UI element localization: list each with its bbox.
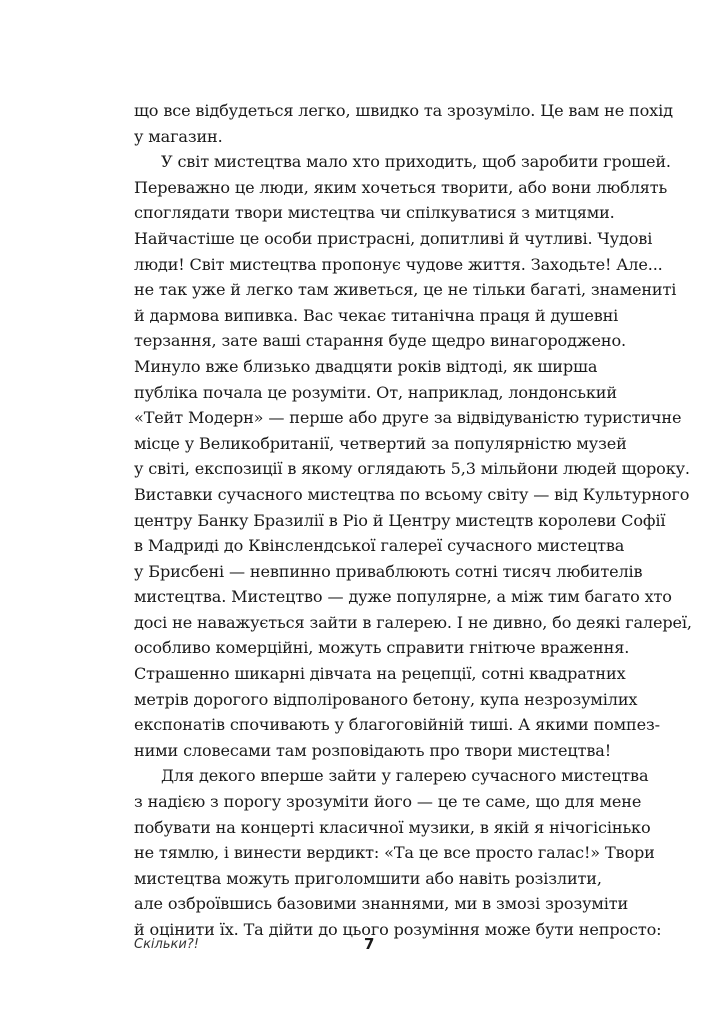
text-line: не так уже й легко там живеться, це не тільки багаті, знамениті [134,280,677,300]
text-line: у Брисбені — невпинно приваблюють сотні тисяч любителів [134,561,643,581]
text-line: особливо комерційні, можуть справити гнітюче враження. [134,638,630,658]
text-line: Переважно це люди, яким хочеться творити, або вони люблять [134,177,668,197]
text-line: Страшенно шикарні дівчата на рецепції, сотні квадратних [134,664,626,684]
running-title: Скільки?! [134,937,199,952]
text-line: мистецтва. Мистецтво — дуже популярне, а між тим багато хто [134,587,672,607]
text-line: метрів дорогого відполірованого бетону, купа незрозумілих [134,689,638,709]
text-line: Минуло вже близько двадцяти років відтоді, як ширша [134,356,598,376]
body-text [134,98,692,943]
text-line: публіка почала це розуміти. От, наприклад, лондонський [134,382,617,402]
paragraph-first-line: У світ мистецтва мало хто приходить, щоб заробити грошей. [161,152,671,172]
text-line: люди! Світ мистецтва пропонує чудове життя. Заходьте! Але... [134,254,663,274]
text-line: експонатів спочивають у благоговійній тиші. А якими помпез- [134,715,660,735]
text-line: в Мадриді до Квінслендської галереї сучасного мистецтва [134,536,625,556]
text-line: й оцінити їх. Та дійти до цього розуміння може бути непросто: [134,920,662,939]
text-line: з надією з порогу зрозуміти його — це те саме, що для мене [134,792,642,812]
text-line: що все відбудеться легко, швидко та зрозуміло. Це вам не похід [134,101,673,120]
text-line: місце у Великобританії, четвертий за популярністю музей [134,433,627,453]
page-number: 7 [364,935,375,953]
text-line: ними словесами там розповідають про твори мистецтва! [134,740,612,760]
text-line: але озброївшись базовими знаннями, ми в змозі зрозуміти [134,894,629,914]
text-line: терзання, зате ваші старання буде щедро винагороджено. [134,331,626,351]
text-line: споглядати твори мистецтва чи спілкуватися з митцями. [134,203,615,223]
text-line: досі не наважується зайти в галерею. І не дивно, бо деякі галереї, [134,612,692,632]
text-line: Виставки сучасного мистецтва по всьому світу — від Культурного [134,484,690,504]
text-line: побувати на концерті класичної музики, в якій я нічогісінько [134,817,651,837]
text-line: у світі, експозиції в якому оглядають 5,3 мільйони людей щороку. [134,459,690,479]
text-line: Найчастіше це особи пристрасні, допитливі й чутливі. Чудові [134,228,653,248]
text-line: «Тейт Модерн» — перше або друге за відвідуваністю туристичне [134,408,682,428]
paragraph-first-line: Для декого вперше зайти у галерею сучасного мистецтва [161,766,649,786]
text-line: не тямлю, і винести вердикт: «Та це все просто галас!» Твори [134,843,655,863]
text-line: центру Банку Бразилії в Ріо й Центру мистецтв королеви Софії [134,510,666,530]
text-line: у магазин. [134,126,223,146]
text-line: й дармова випивка. Вас чекає титанічна праця й душевні [134,305,619,325]
text-line: мистецтва можуть приголомшити або навіть розізлити, [134,868,602,888]
